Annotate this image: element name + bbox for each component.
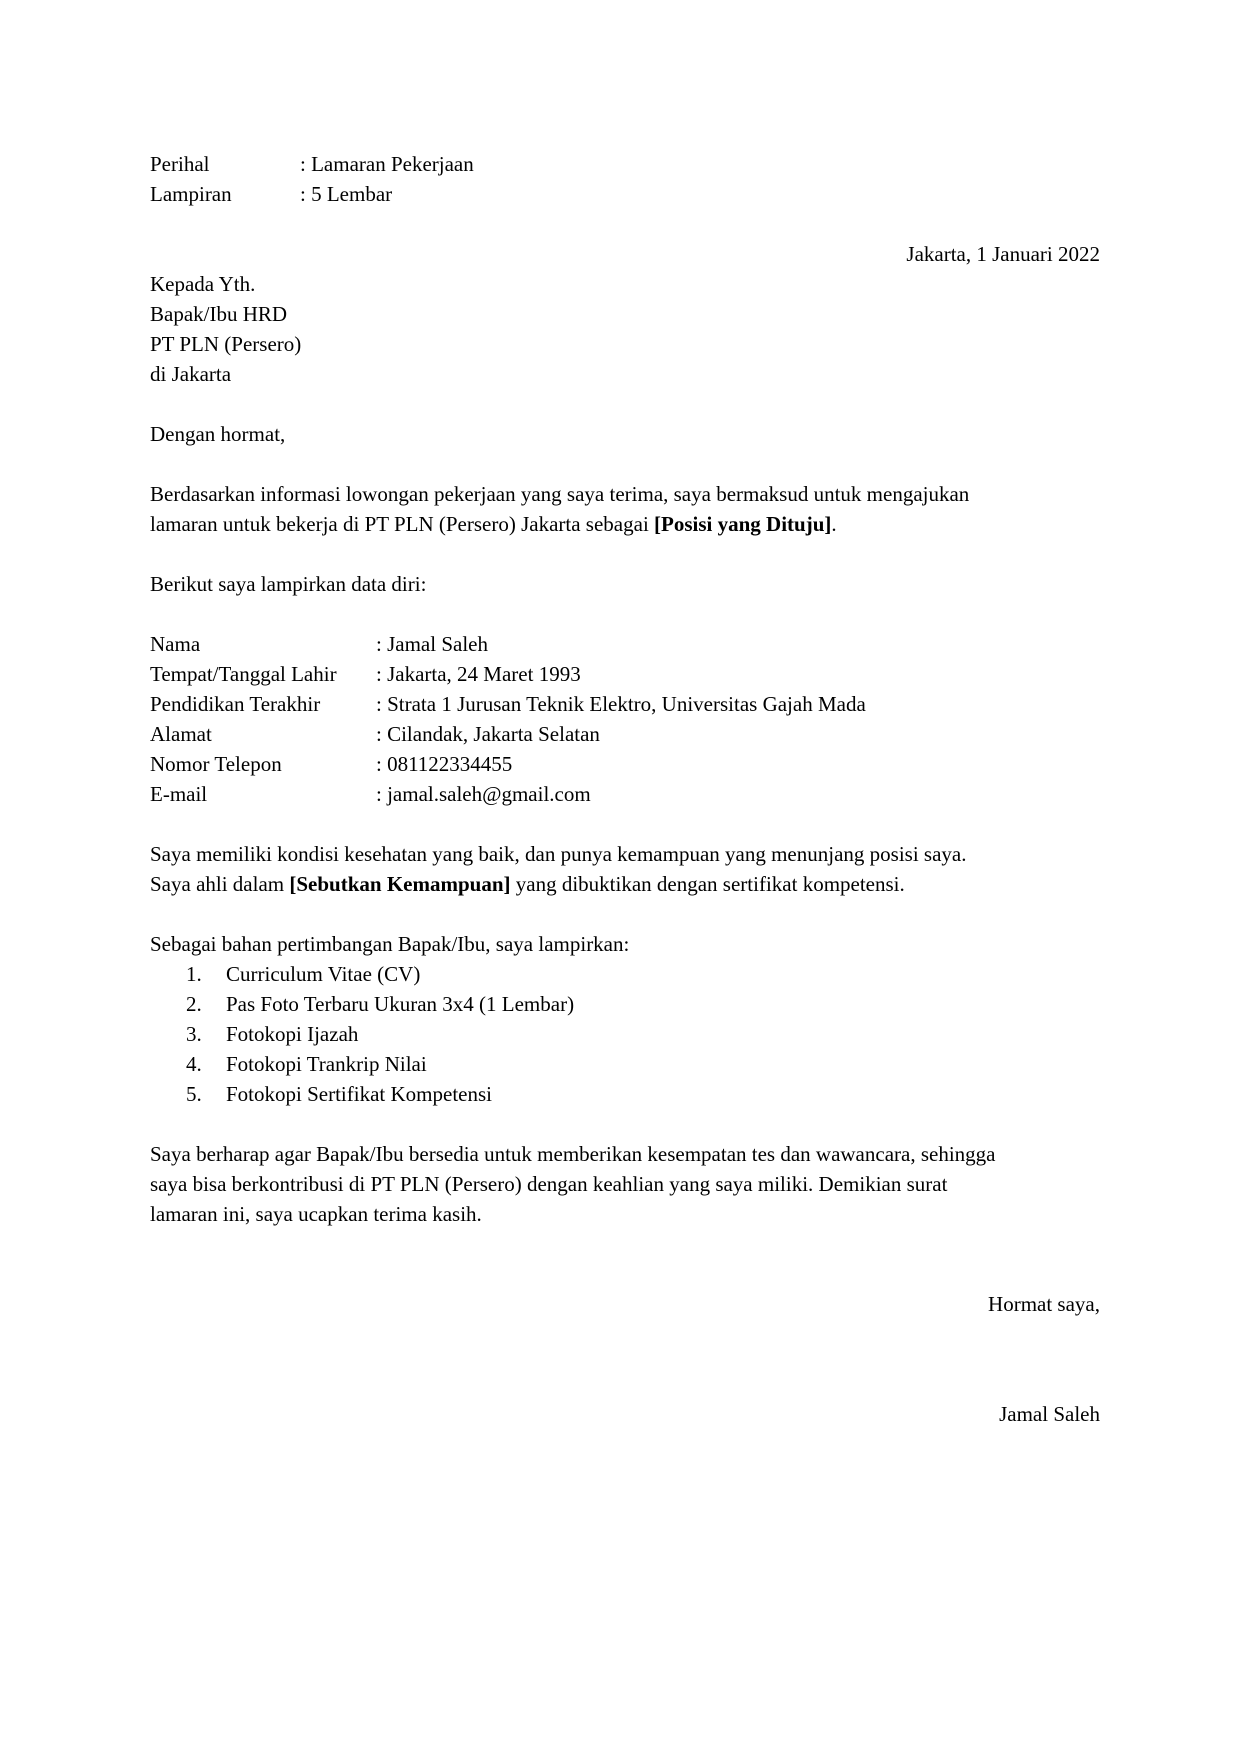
perihal-row	[150, 149, 474, 179]
recipient-line-2: Bapak/Ibu HRD	[150, 302, 288, 326]
recipient-line-1: Kepada Yth.	[150, 272, 256, 296]
lampiran-value: : 5 Lembar	[300, 182, 393, 206]
skills-line-1: Saya memiliki kondisi kesehatan yang baik, dan punya kemampuan yang menunjang posisi saya.	[150, 842, 967, 866]
personal-row	[150, 629, 488, 659]
skill-placeholder: [Sebutkan Kemampuan]	[289, 872, 511, 896]
list-item-number: 5.	[186, 1082, 202, 1106]
personal-value: : Jamal Saleh	[376, 632, 488, 656]
position-placeholder: [Posisi yang Dituju]	[654, 512, 832, 536]
skills-line-2	[150, 869, 905, 899]
lampiran-label: Lampiran	[150, 182, 232, 206]
personal-value: : Jakarta, 24 Maret 1993	[376, 662, 581, 686]
list-item-number: 3.	[186, 1022, 202, 1046]
data-intro: Berikut saya lampirkan data diri:	[150, 572, 427, 596]
personal-label: Nomor Telepon	[150, 752, 282, 776]
perihal-label: Perihal	[150, 152, 210, 176]
list-item-number: 2.	[186, 992, 202, 1016]
personal-label: Alamat	[150, 722, 212, 746]
list-item-number: 1.	[186, 962, 202, 986]
list-item-text: Fotokopi Ijazah	[226, 1022, 359, 1046]
personal-value: : Cilandak, Jakarta Selatan	[376, 722, 600, 746]
personal-row	[150, 749, 512, 779]
list-item-text: Pas Foto Terbaru Ukuran 3x4 (1 Lembar)	[226, 992, 575, 1016]
closing-line-2: saya bisa berkontribusi di PT PLN (Persero) dengan keahlian yang saya miliki. Demikian surat	[150, 1172, 948, 1196]
personal-row	[150, 779, 591, 809]
intro-line-1: Berdasarkan informasi lowongan pekerjaan yang saya terima, saya bermaksud untuk mengajukan	[150, 482, 970, 506]
closing-line-3: lamaran ini, saya ucapkan terima kasih.	[150, 1202, 482, 1226]
skills-line-2-text: Saya ahli dalam	[150, 872, 290, 896]
intro-line-2-text: lamaran untuk bekerja di PT PLN (Persero) Jakarta sebagai	[150, 512, 655, 536]
intro-line-2-end: .	[831, 512, 837, 536]
greeting: Dengan hormat,	[150, 422, 286, 446]
personal-label: Pendidikan Terakhir	[150, 692, 321, 716]
recipient-line-4: di Jakarta	[150, 362, 232, 386]
closing-line-1: Saya berharap agar Bapak/Ibu bersedia untuk memberikan kesempatan tes dan wawancara, sehingga	[150, 1142, 996, 1166]
signature-name: Jamal Saleh	[999, 1402, 1100, 1426]
personal-value: : jamal.saleh@gmail.com	[376, 782, 591, 806]
personal-label: E-mail	[150, 782, 208, 806]
skills-line-2-end: yang dibuktikan dengan sertifikat kompetensi.	[510, 872, 905, 896]
lampiran-row	[150, 179, 392, 209]
list-item-text: Fotokopi Sertifikat Kompetensi	[226, 1082, 492, 1106]
signoff: Hormat saya,	[988, 1292, 1100, 1316]
personal-row	[150, 689, 866, 719]
personal-row	[150, 719, 600, 749]
list-item-text: Curriculum Vitae (CV)	[226, 962, 421, 986]
personal-value: : 081122334455	[376, 752, 513, 776]
perihal-value: : Lamaran Pekerjaan	[300, 152, 474, 176]
personal-label: Nama	[150, 632, 201, 656]
personal-row	[150, 659, 581, 689]
letter-date: Jakarta, 1 Januari 2022	[906, 242, 1100, 266]
recipient-line-3: PT PLN (Persero)	[150, 332, 302, 356]
attachments-intro: Sebagai bahan pertimbangan Bapak/Ibu, saya lampirkan:	[150, 932, 630, 956]
personal-value: : Strata 1 Jurusan Teknik Elektro, Universitas Gajah Mada	[376, 692, 866, 716]
personal-label: Tempat/Tanggal Lahir	[150, 662, 337, 686]
list-item-text: Fotokopi Trankrip Nilai	[226, 1052, 427, 1076]
list-item-number: 4.	[186, 1052, 202, 1076]
intro-line-2	[150, 509, 837, 539]
